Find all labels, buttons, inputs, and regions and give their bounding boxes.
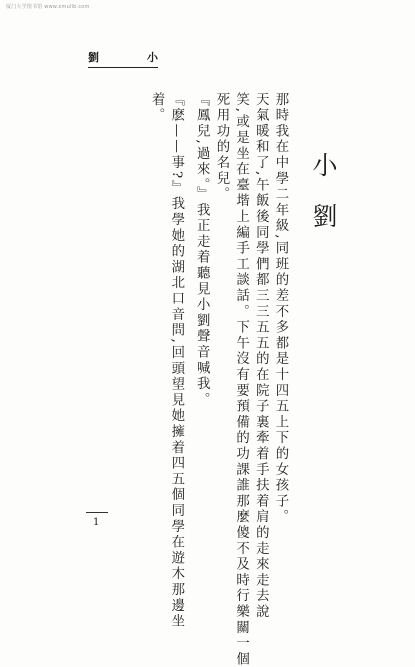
text-column-1: 那時我在中學二年級,同班的差不多都是十四五上下的女孩子。 xyxy=(273,92,288,526)
footer-rule xyxy=(86,512,108,513)
running-header xyxy=(88,52,158,66)
header-rule xyxy=(88,67,158,68)
text-column-3: 笑,或是坐在臺堦上編手工談話。下午沒有要預備的功課誰那麼傻不及時行樂關一個 xyxy=(233,92,249,667)
text-column-6: 『麽——事?』我學她的湖北口音問,回頭望見她擁着四五個同學在遊木那邊坐 xyxy=(168,92,184,630)
vertical-text-block xyxy=(86,92,338,667)
scan-watermark: 厦门大学图书馆 www.xmulib.com xyxy=(6,4,90,10)
running-header-left: 劉 xyxy=(88,51,99,64)
chapter-title: 小劉 xyxy=(309,152,338,254)
text-column-2: 天氣暖和了,午飯後同學們都三三五五的在院子裏牽着手扶着肩的走來走去說 xyxy=(253,92,269,621)
running-header-right: 小 xyxy=(147,51,158,64)
text-column-7: 着。 xyxy=(149,92,165,124)
text-column-5: 『鳳兒,過來。』我正走着聽見小劉聲音喊我。 xyxy=(194,92,210,408)
text-column-4: 死用功的名兒。 xyxy=(213,92,229,203)
page-number: 1 xyxy=(93,517,100,528)
